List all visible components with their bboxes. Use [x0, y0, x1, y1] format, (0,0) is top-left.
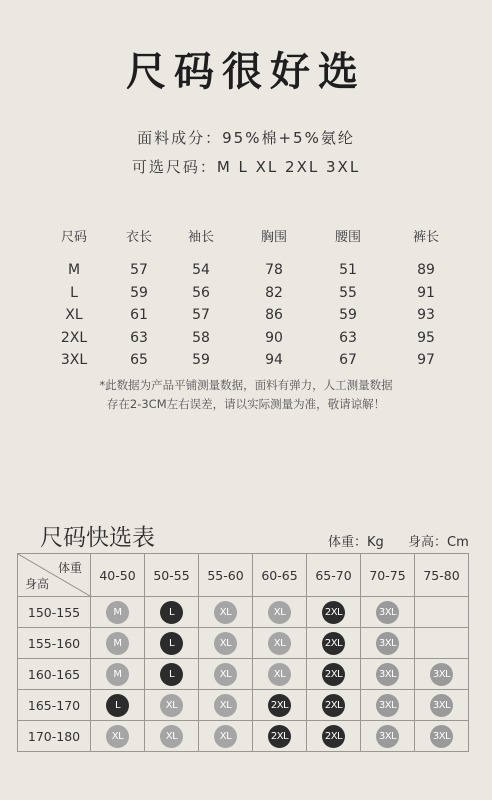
size-badge: M [106, 663, 129, 686]
size-cell [253, 690, 307, 721]
spec-header-pants: 裤长 [412, 230, 440, 245]
spec-cell-chest: 86 [265, 307, 283, 323]
size-cell [199, 721, 253, 752]
size-cell [307, 628, 361, 659]
size-cell [415, 659, 469, 690]
measurement-note-line2: 存在2-3CM左右误差，请以实际测量为准，敬请谅解！ [106, 397, 386, 411]
size-cell [199, 628, 253, 659]
size-cell [415, 597, 469, 628]
height-range-header: 165-170 [18, 690, 91, 721]
spec-row [40, 285, 470, 308]
size-cell [253, 628, 307, 659]
spec-cell-pants: 95 [417, 329, 435, 346]
spec-cell-pants: 91 [417, 284, 435, 301]
spec-cell-size: M [67, 262, 81, 278]
spec-cell-pants: 93 [417, 307, 435, 323]
table-row [18, 597, 469, 628]
spec-header-sleeve: 袖长 [187, 230, 215, 245]
size-cell [361, 597, 415, 628]
size-badge: 2XL [268, 725, 291, 748]
weight-range-header: 50-55 [145, 554, 199, 597]
weight-range-header: 55-60 [199, 554, 253, 597]
spec-row [40, 307, 470, 330]
height-range-header: 170-180 [18, 721, 91, 752]
spec-cell-sleeve: 59 [192, 352, 210, 368]
size-badge: XL [160, 725, 183, 748]
spec-cell-pants: 89 [417, 262, 435, 278]
weight-range-header: 60-65 [253, 554, 307, 597]
spec-cell-chest: 82 [265, 284, 283, 301]
size-badge: 3XL [430, 725, 453, 748]
size-badge: 3XL [430, 694, 453, 717]
size-badge: 2XL [268, 694, 291, 717]
spec-cell-length: 57 [130, 262, 148, 278]
spec-header-chest: 胸围 [260, 230, 288, 245]
spec-header-length: 衣长 [125, 230, 153, 245]
spec-cell-sleeve: 57 [192, 307, 210, 323]
spec-cell-waist: 63 [339, 329, 357, 346]
size-cell [307, 659, 361, 690]
spec-cell-size: XL [65, 307, 83, 323]
size-badge: 2XL [322, 725, 345, 748]
size-cell [253, 721, 307, 752]
spec-cell-sleeve: 56 [192, 284, 210, 301]
spec-cell-waist: 51 [339, 262, 357, 278]
spec-cell-waist: 55 [339, 284, 357, 301]
spec-cell-sleeve: 54 [192, 262, 210, 278]
size-badge: XL [214, 694, 237, 717]
spec-header-row [40, 226, 470, 262]
size-cell [253, 659, 307, 690]
size-cell [145, 597, 199, 628]
size-badge: L [160, 663, 183, 686]
spec-cell-chest: 94 [265, 352, 283, 368]
weight-range-header: 70-75 [361, 554, 415, 597]
size-cell [199, 690, 253, 721]
size-cell [91, 597, 145, 628]
spec-row [40, 262, 470, 285]
size-badge: 2XL [322, 601, 345, 624]
measurement-note-line1: *此数据为产品平铺测量数据，面料有弹力，人工测量数据 [99, 378, 393, 392]
size-cell [361, 721, 415, 752]
size-cell [415, 721, 469, 752]
size-badge: XL [268, 601, 291, 624]
size-badge: 3XL [376, 601, 399, 624]
size-badge: M [106, 632, 129, 655]
quick-select-table [17, 553, 469, 752]
size-badge: XL [268, 663, 291, 686]
size-cell [145, 628, 199, 659]
spec-row [40, 352, 470, 375]
size-cell [91, 628, 145, 659]
size-badge: XL [214, 725, 237, 748]
size-cell [199, 597, 253, 628]
weight-range-header: 65-70 [307, 554, 361, 597]
table-corner [18, 554, 91, 597]
corner-weight-label: 体重 [57, 561, 82, 575]
spec-cell-chest: 90 [265, 329, 283, 346]
size-badge: 2XL [322, 663, 345, 686]
size-badge: 3XL [376, 632, 399, 655]
spec-row [40, 330, 470, 353]
size-cell [91, 690, 145, 721]
size-cell [415, 690, 469, 721]
size-cell [361, 628, 415, 659]
spec-cell-length: 65 [130, 352, 148, 368]
spec-cell-length: 59 [130, 284, 148, 301]
spec-cell-size: 2XL [60, 329, 88, 346]
spec-cell-size: L [70, 284, 78, 301]
spec-header-waist: 腰围 [334, 230, 362, 245]
size-badge: 3XL [376, 663, 399, 686]
size-badge: 3XL [430, 663, 453, 686]
size-spec-table [40, 226, 470, 375]
size-cell [307, 597, 361, 628]
fabric-composition: 面料成分：95%棉+5%氨纶 [137, 129, 355, 147]
size-badge: XL [214, 601, 237, 624]
spec-cell-waist: 59 [339, 307, 357, 323]
spec-cell-sleeve: 58 [192, 329, 210, 346]
size-cell [199, 659, 253, 690]
size-badge: XL [214, 632, 237, 655]
height-unit-label: 身高：Cm [408, 535, 469, 550]
size-badge: XL [214, 663, 237, 686]
size-cell [91, 659, 145, 690]
size-badge: L [106, 694, 129, 717]
weight-range-header: 75-80 [415, 554, 469, 597]
corner-height-label: 身高 [25, 577, 50, 591]
table-row [18, 721, 469, 752]
size-badge: 2XL [322, 632, 345, 655]
size-badge: XL [160, 694, 183, 717]
spec-cell-length: 61 [130, 307, 148, 323]
size-cell [145, 721, 199, 752]
size-cell [307, 721, 361, 752]
size-badge: M [106, 601, 129, 624]
size-badge: L [160, 601, 183, 624]
spec-cell-pants: 97 [417, 352, 435, 368]
size-badge: L [160, 632, 183, 655]
size-cell [145, 690, 199, 721]
quick-select-title: 尺码快选表 [40, 525, 155, 551]
size-badge: XL [106, 725, 129, 748]
size-cell [91, 721, 145, 752]
height-range-header: 150-155 [18, 597, 91, 628]
spec-cell-waist: 67 [339, 352, 357, 368]
size-badge: XL [268, 632, 291, 655]
weight-unit-label: 体重：Kg [328, 535, 384, 550]
size-badge: 3XL [376, 694, 399, 717]
size-cell [361, 690, 415, 721]
weight-range-header: 40-50 [91, 554, 145, 597]
height-range-header: 155-160 [18, 628, 91, 659]
spec-header-size: 尺码 [60, 230, 88, 245]
height-range-header: 160-165 [18, 659, 91, 690]
size-cell [415, 628, 469, 659]
size-badge: 2XL [322, 694, 345, 717]
table-row [18, 628, 469, 659]
size-cell [253, 597, 307, 628]
page-title: 尺码很好选 [126, 49, 366, 95]
spec-cell-size: 3XL [60, 352, 88, 368]
size-cell [307, 690, 361, 721]
table-row [18, 659, 469, 690]
table-row [18, 690, 469, 721]
size-badge: 3XL [376, 725, 399, 748]
available-sizes: 可选尺码：M L XL 2XL 3XL [131, 158, 361, 176]
spec-cell-chest: 78 [265, 262, 283, 278]
size-cell [145, 659, 199, 690]
size-cell [361, 659, 415, 690]
spec-cell-length: 63 [130, 329, 148, 346]
